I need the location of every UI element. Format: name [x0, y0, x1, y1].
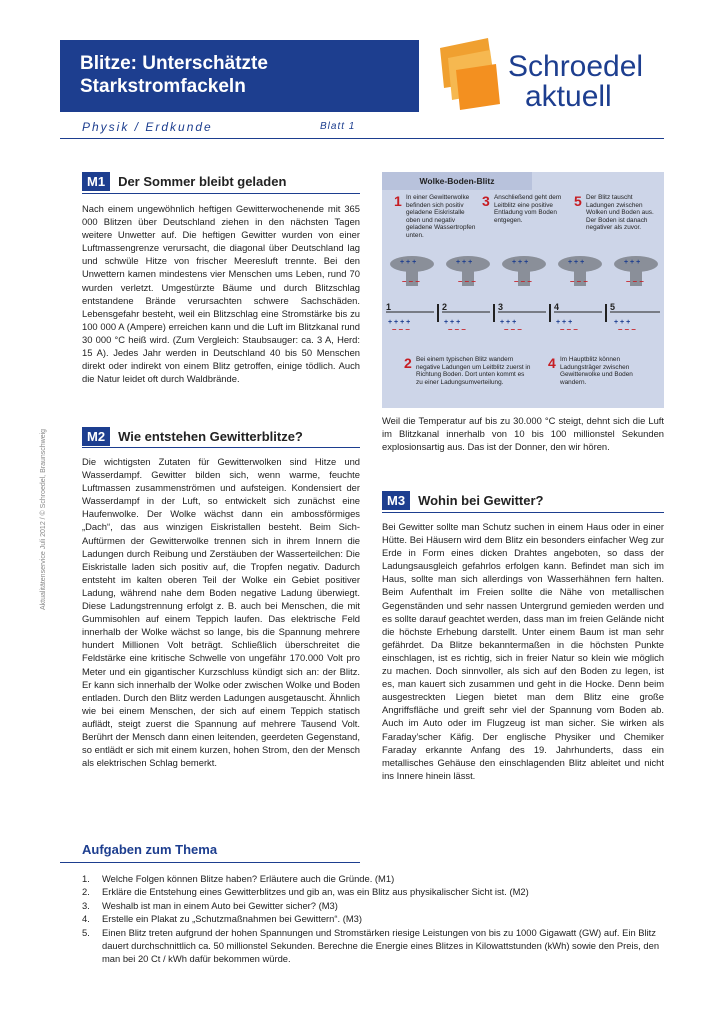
figure-step-2: 2 Bei einem typischen Blitz wandern negative Ladungen um Leitblitz zuerst in Richtung Boden. Dort unten kommt es zu einer Ladungsumverteilung.: [404, 355, 531, 386]
task-item: 4. Erstelle ein Plakat zu „Schutzmaßnahmen bei Gewittern“. (M3): [82, 913, 362, 925]
panel-label-5: 5: [610, 302, 616, 312]
m3-title: Wohin bei Gewitter?: [418, 493, 544, 508]
svg-text:– – –: – – –: [448, 325, 466, 334]
m3-heading: [382, 491, 544, 510]
header-divider: [60, 138, 664, 139]
panel-label-3: 3: [498, 302, 504, 312]
logo-wordmark-line1: Schroedel: [508, 50, 644, 83]
m1-rule: [82, 193, 360, 194]
svg-text:– – –: – – –: [504, 325, 522, 334]
figure-step-5: 5 Der Blitz tauscht Ladungen zwischen Wolken und Boden aus. Der Boden ist danach negativer als zuvor.: [574, 193, 654, 232]
m1-badge: M1: [82, 172, 110, 191]
lightning-figure: [382, 172, 664, 408]
publisher-logo: [430, 30, 670, 140]
task-item: 5. Einen Blitz treten aufgrund der hohen Spannungen und Stromstärken riesige Leistungen von bis zu 1000 Gigawatt (GW) auf. Ein Blitz dauert durchschnittlich ca. 50 millionstel Sekunden. Berechne die Energie eines Blitzes in Kilowattstunden (kWh) sowie den Preis, den man bei 20 Ct / kWh dafür bekommen würde.: [82, 926, 660, 965]
task-item: 2. Erkläre die Entstehung eines Gewitterblitzes und gib an, was ein Blitz aus physikalischer Sicht ist. (M2): [82, 886, 529, 898]
m2-text: Die wichtigsten Zutaten für Gewitterwolken sind Hitze und Wasserdampf. Gewitter bilden sich, wenn warme, feuchte Luftmassen zusammenströmen und aufsteigen. Kondensiert der Wasserdampf in der Luft, so entwickelt sich zunächst eine Haufenwolke. Der Wolke wächst dann ein ambossförmiges „Dach“, das aus winzigen Eiskristallen besteht. Beim Sich-Auftürmen der Gewitterwolke trennen sich in ihrem Innern die Ladungen durch Reibung und Zerstäuben der Wasserteilchen: Die Eiskristalle laden sich positiv auf, die Tropfen negativ. Dadurch entsteht im kalten oberen Teil der Wolke ein Gebiet positiver Ladung, während nahe dem Boden negative Ladung überwiegt. Diese Ladungstrennung erfolgt z. B. auch bei Menschen, die mit Gummisohlen auf einem Teppich laufen. Das elektrische Feld innerhalb der Wolke wächst so lange, bis die Spannung mehrere hundert Millionen Volt beträgt. Schließlich überschreitet die Feldstärke eine kritische Schwelle von ungefähr 170.000 Volt pro Meter und ein gigantischer Kurzschluss kündigt sich an: der Blitz. Er kann sich innerhalb der Wolke oder zwischen Wolke und Boden entladen. Durch den Blitz werden Ladungen ausgetauscht. Ähnlich wie bei einem Menschen, der sich auf einem Teppich statisch auflädt, steigt zuerst die Spannung auf mehrere Tausend Volt. Berührt der Mensch dann einen leitenden, geerdeten Gegenstand, so entlädt er sich mit einem kurzen, hohen Strom, den der Mensch als elektrischen Schlag bemerkt.: [82, 456, 360, 769]
svg-text:– – –: – – –: [392, 325, 410, 334]
svg-text:+ + +: + + +: [444, 319, 461, 326]
panel-label-4: 4: [554, 302, 560, 312]
title-line2: Starkstromfackeln: [80, 76, 246, 97]
logo-wordmark-line2: aktuell: [525, 80, 612, 113]
svg-text:– – –: – – –: [402, 277, 420, 286]
svg-text:– – –: – – –: [570, 277, 588, 286]
svg-text:+ + +: + + +: [512, 259, 529, 266]
svg-text:+ + +: + + +: [500, 319, 517, 326]
svg-text:+ + +: + + +: [614, 319, 631, 326]
svg-text:– – –: – – –: [626, 277, 644, 286]
figure-title: Wolke-Boden-Blitz: [382, 172, 532, 190]
m2-badge: M2: [82, 427, 110, 446]
thunder-text: Weil die Temperatur auf bis zu 30.000 °C steigt, dehnt sich die Luft im Blitzkanal innerhalb von 10 bis 100 millionstel Sekunden explosionsartig aus. Das ist der Donner, den wir hören.: [382, 415, 664, 453]
m1-title: Der Sommer bleibt geladen: [118, 174, 287, 189]
m2-title: Wie entstehen Gewitterblitze?: [118, 429, 303, 444]
svg-text:+ + + +: + + + +: [388, 319, 411, 326]
svg-text:+ + +: + + +: [400, 259, 417, 266]
tasks-heading: Aufgaben zum Thema: [82, 842, 218, 857]
m1-heading: [82, 172, 286, 191]
tasks-list: [82, 872, 664, 966]
svg-text:– – –: – – –: [560, 325, 578, 334]
task-item: 3. Weshalb ist man in einem Auto bei Gewitter sicher? (M3): [82, 899, 338, 911]
sidebar-copyright: Aktualitätenservice Juli 2012 / © Schroedel, Braunschweig: [40, 428, 47, 610]
sheet-number: Blatt 1: [320, 121, 356, 132]
m2-rule: [82, 447, 360, 448]
panel-label-2: 2: [442, 302, 448, 312]
header-banner: [60, 40, 419, 112]
m2-heading: [82, 427, 303, 446]
figure-step-1: 1 In einer Gewitterwolke befinden sich positiv geladene Eiskristalle oben und negativ geladene Wassertropfen unten.: [394, 193, 476, 239]
m3-rule: [382, 512, 664, 513]
figure-step-3: 3 Anschließend geht dem Leitblitz eine positive Entladung vom Boden entgegen.: [482, 193, 562, 224]
task-item: 1. Welche Folgen können Blitze haben? Erläutere auch die Gründe. (M1): [82, 873, 395, 884]
svg-text:– – –: – – –: [618, 325, 636, 334]
svg-text:+ + +: + + +: [568, 259, 585, 266]
svg-text:+ + +: + + +: [556, 319, 573, 326]
panel-label-1: 1: [386, 302, 392, 312]
figure-step-4: 4 Im Hauptblitz können Ladungsträger zwischen Gewitterwolke und Boden wandern.: [548, 355, 633, 386]
svg-text:– – –: – – –: [514, 277, 532, 286]
title-line1: Blitze: Unterschätzte: [80, 53, 268, 74]
m1-text: Nach einem ungewöhnlich heftigen Gewitterwochenende mit 365 000 Blitzen über Deutschland ziehen in den nächsten Tagen weitere Unwetter auf. Die heftigen Gewitter wurden von einer Luftmassengrenze verursacht, die diagonal über Deutschland lag und schwüle Hitze von frischer Meeresluft trennte. Bei den Unwettern kamen mindestens vier Menschen ums Leben, rund 70 wurden verletzt. Umgestürzte Bäume und durch Blitzschlag entstandene Brände verursachten schwere Sachschäden. Lebensgefahr besteht, weil ein Blitzschlag eine Stromstärke bis zu 100 000 A (Ampere) erreichen kann und die Luft im Blitzkanal rund 30 000 °C heiß wird. (Zum Vergleich: Staubsauger: ca. 3 A, Herd: 15 A). Jedes Jahr werden in Deutschland 40 bis 50 Menschen direkt oder indirekt von einem Blitz getroffen, einige tödlich. Auch die Natur leidet oft durch Waldbrände.: [82, 203, 360, 385]
svg-text:+ + +: + + +: [624, 259, 641, 266]
subject-subtitle: Physik / Erdkunde: [82, 120, 213, 134]
svg-text:+ + +: + + +: [456, 259, 473, 266]
m3-text: Bei Gewitter sollte man Schutz suchen in einem Haus oder in einer Hütte. Bei Häusern wird dem Blitz ein besonders einfacher Weg zur Erde in Form eines dicken Drahtes angeboten, so dass der Ladungsausgleich gefahrlos erfolgen kann. Befindet man sich im Haus, sollte man sich allerdings von Wasserhähnen fern halten. Beim Aufenthalt im Freien sollte die Nähe von metallischen Gegenständen und sehr nassen Untergrund gemieden werden und es sollte darauf geachtet werden, dass man im freien Gelände nicht die höchste Erhebung darstellt. Unter einem Baum ist man sehr gefährdet. Da Blitze bekanntermaßen in die höchsten Punkte einschlagen, ist es richtig, sich in freier Natur so klein wie möglich zu machen. Doch sinnvoller, als sich auf den Boden zu legen, ist es, man kauert sich zusammen und geht in die Hocke. Denn beim ausgestreckten Liegen bietet man dem Blitz eine große Angriffsfläche und greift sehr viel der Spannung vom Boden ab. Auch im Auto oder im Flugzeug ist man sicher. Sie wirken als Faraday’scher Käfig. Der englische Physiker und Chemiker Faraday erkannte Anfang des 19. Jahrhunderts, dass ein metallisches Gehäuse den einschlagenden Blitz ableitet und nicht ins Innere hinein lässt.: [382, 521, 664, 781]
tasks-rule: [60, 862, 360, 863]
m3-badge: M3: [382, 491, 410, 510]
svg-text:– – –: – – –: [458, 277, 476, 286]
